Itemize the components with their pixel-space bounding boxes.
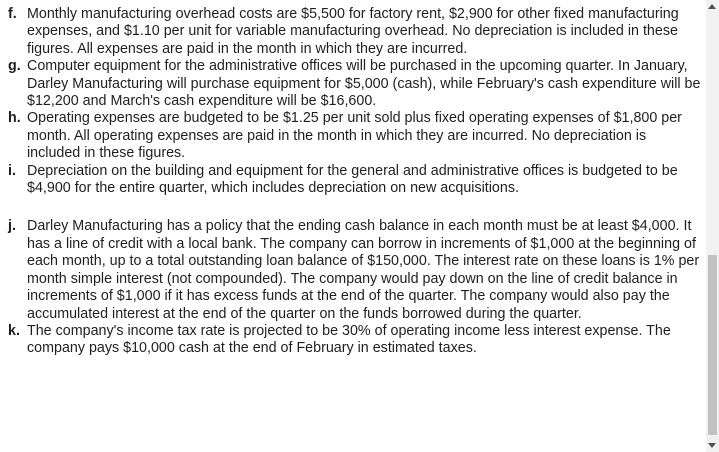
item-letter: g. (8, 58, 21, 75)
list-item-h (8, 110, 702, 162)
item-text: Monthly manufacturing overhead costs are $5,500 for factory rent, $2,900 for other fixed manufacturing expenses, and $1.10 per unit for variable manufacturing overhead. No depreciation is included in these figures. All expenses are paid in the month in which they are incurred. (27, 6, 679, 57)
item-text: Darley Manufacturing has a policy that the ending cash balance in each month must be at least $4,000. It has a line of credit with a local bank. The company can borrow in increments of $1,000 at the beginning of each month, up to a total outstanding loan balance of $150,000. The interest rate on these loans is 1% per month simple interest (not compounded). The company would pay down on the line of credit balance in increments of $1,000 if it has excess funds at the end of the quarter. The company would also pay the accumulated interest at the end of the quarter on the funds borrowed during the quarter. (27, 218, 700, 322)
list-item-i (8, 163, 702, 198)
list-item-j (8, 218, 702, 322)
item-text: The company's income tax rate is projected to be 30% of operating income less interest expense. The company pays $10,000 cash at the end of February in estimated taxes. (27, 322, 671, 357)
requirements-list (8, 6, 702, 358)
list-item-k (8, 323, 702, 358)
item-text: Operating expenses are budgeted to be $1.25 per unit sold plus fixed operating expenses of $1,800 per month. All operating expenses are paid in the month in which they are incurred. No depreciation is included in these figures. (27, 110, 682, 162)
item-letter: f. (8, 6, 17, 22)
item-letter: k. (8, 322, 20, 339)
list-item-f (8, 6, 702, 58)
list-item-g (8, 58, 702, 110)
scroll-down-icon[interactable] (708, 443, 716, 448)
spacer (8, 197, 702, 218)
scroll-thumb[interactable] (708, 255, 717, 435)
item-letter: i. (8, 162, 16, 179)
item-letter: j. (8, 218, 16, 235)
scroll-up-icon[interactable] (708, 4, 716, 9)
item-text: Depreciation on the building and equipment for the general and administrative offices is budgeted to be $4,900 for the entire quarter, which includes depreciation on new acquisitions. (27, 162, 678, 197)
item-letter: h. (8, 110, 21, 127)
vertical-scrollbar[interactable] (706, 0, 719, 452)
item-text: Computer equipment for the administrative offices will be purchased in the upcoming quarter. In January, Darley Manufacturing will purchase equipment for $5,000 (cash), while February's cash expenditure will be $12,200 and March's cash expenditure will be $16,600. (27, 58, 701, 110)
